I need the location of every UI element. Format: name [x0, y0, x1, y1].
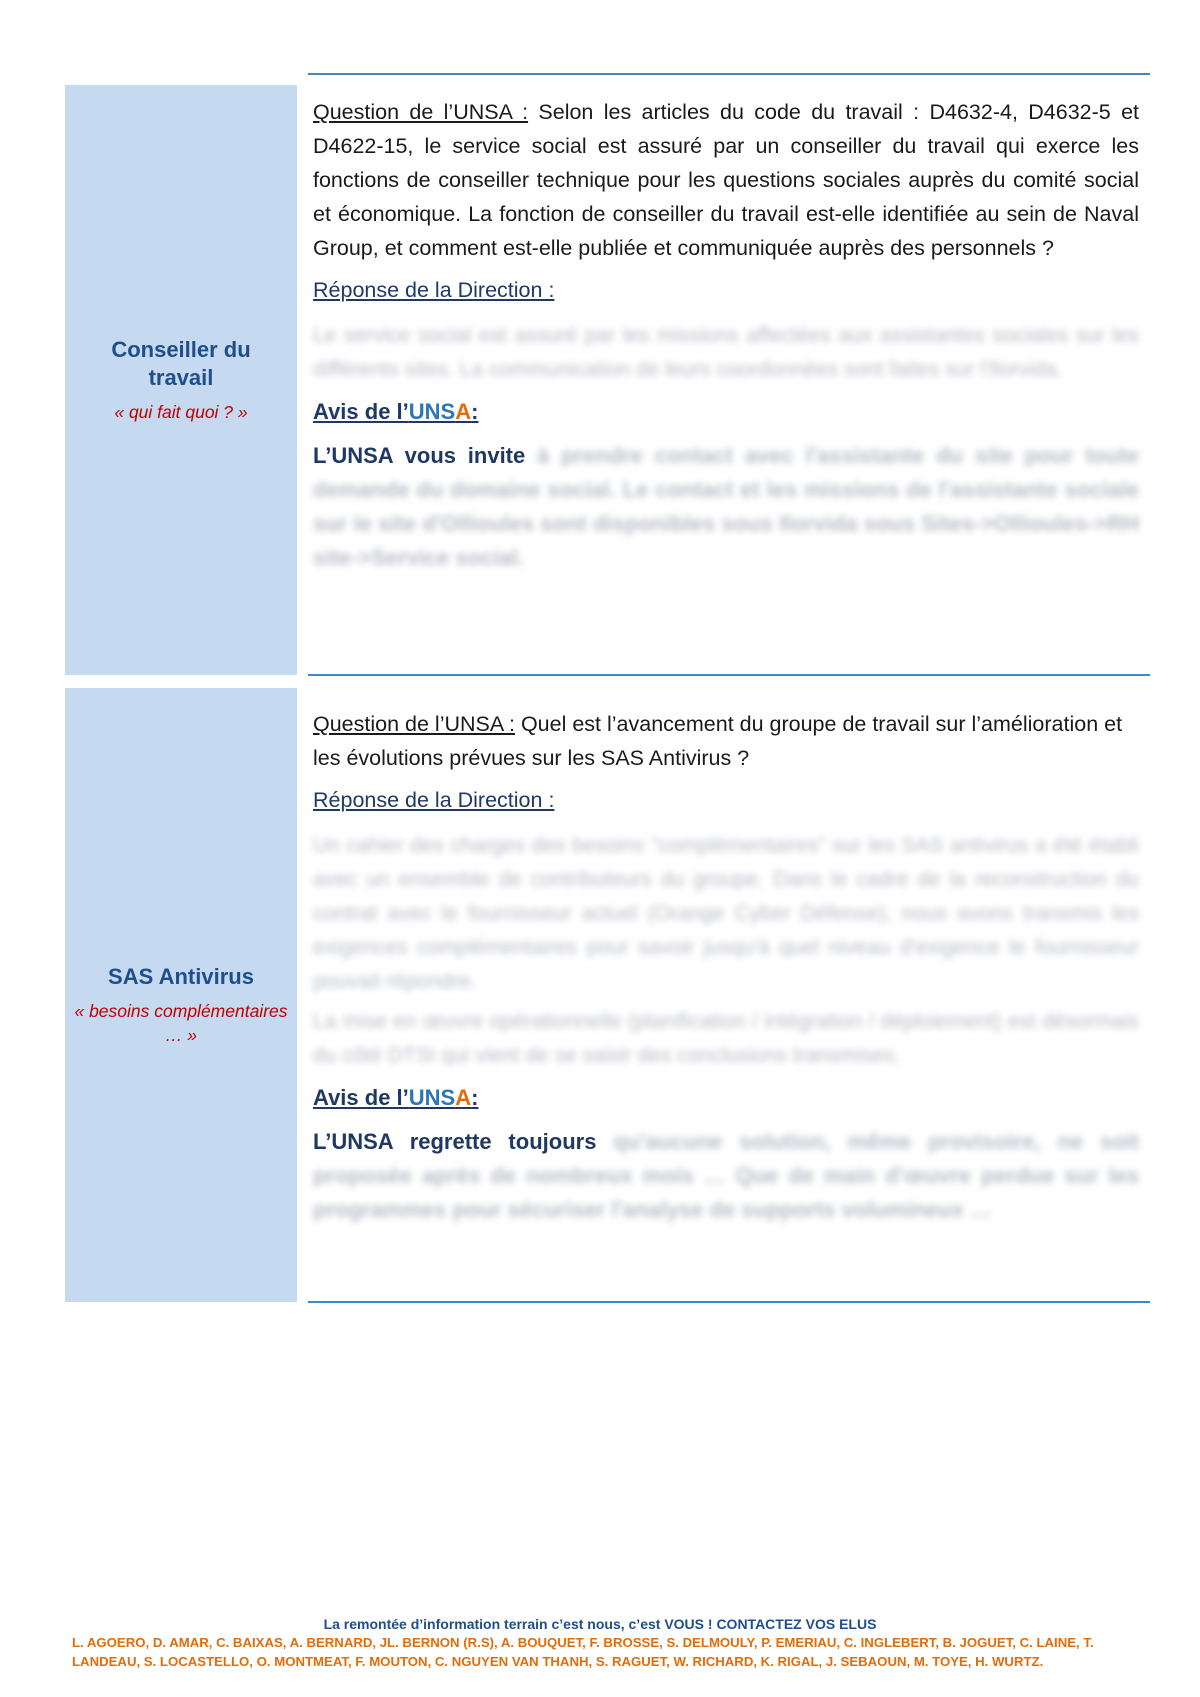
response-blurred-text-2: La mise en œuvre opérationnelle (planification / intégration / déploiement) est désormais du côté DTSI qui vient de se saisir des conclusions transmises. [313, 1010, 1139, 1067]
avis-prefix: Avis de l’ [313, 1085, 409, 1110]
avis-heading [313, 397, 1139, 427]
avis-paragraph [313, 439, 1139, 575]
footer-elected-names: L. AGOERO, D. AMAR, C. BAIXAS, A. BERNARD, JL. BERNON (R.S), A. BOUQUET, F. BROSSE, S. DELMOULY, P. EMERIAU, C. INGLEBERT, B. JOGUET, C. LAINE, T. LANDEAU, S. LOCASTELLO, O. MONTMEAT, F. MOUTON, C. NGUYEN VAN THANH, S. RAGUET, W. RICHARD, K. RIGAL, J. SEBAOUN, M. TOYE, H. WURTZ. [72, 1635, 1094, 1669]
section-sidebar [65, 85, 297, 675]
question-paragraph [313, 95, 1139, 265]
section-content [313, 707, 1139, 1227]
section-top-rule [308, 73, 1150, 75]
avis-lead-l: L’ [313, 1129, 332, 1154]
avis-suffix: : [471, 399, 479, 424]
response-label: Réponse de la Direction : [313, 278, 555, 302]
avis-paragraph [313, 1125, 1139, 1227]
avis-suffix: : [471, 1085, 479, 1110]
response-label: Réponse de la Direction : [313, 788, 555, 812]
question-text: Selon les articles du code du travail : D4632-4, D4632-5 et D4622-15, le service social est assuré par un conseiller du travail qui exerce les fonctions de conseiller technique pour les questions sociales auprès du comité social et économique. La fonction de conseiller du travail est-elle identifiée au sein de Naval Group, et comment est-elle publiée et communiquée auprès des personnels ? [313, 100, 1139, 260]
avis-unsa-blue: UNS [408, 399, 456, 424]
avis-unsa-blue: UNS [408, 1085, 456, 1110]
response-blurred-text: Le service social est assuré par les missions affectées aux assistantes sociales sur les différents sites. La communication de leurs coordonnées sont faites sur l'Ilorvida. [313, 324, 1139, 381]
footer [0, 1615, 1200, 1671]
avis-blurred-text: à prendre contact avec l'assistante du site pour toute demande du domaine social. Le contact et les missions de l'assistante sociale sur le site d'Ollioules sont disponibles sous Ilorvida sous Sites->Ollioules->RH site->Service social. [313, 443, 1139, 570]
section-bottom-rule [308, 674, 1150, 676]
question-paragraph [313, 707, 1139, 775]
avis-prefix: Avis de l’ [313, 399, 409, 424]
section-sidebar [65, 688, 297, 1302]
avis-lead-text: vous invite [392, 443, 538, 468]
section-bottom-rule [308, 1301, 1150, 1303]
avis-unsa-orange: A [455, 399, 472, 424]
avis-lead-l: L’ [313, 443, 332, 468]
avis-lead-unsa-orange: A [377, 1129, 393, 1154]
avis-lead-unsa-blue: UNS [331, 1129, 378, 1154]
avis-heading [313, 1083, 1139, 1113]
avis-lead-unsa-blue: UNS [331, 443, 378, 468]
section-title: SAS Antivirus [108, 964, 254, 989]
section-content [313, 95, 1139, 575]
footer-contact-line: La remontée d’information terrain c’est nous, c’est VOUS ! CONTACTEZ VOS ELUS [323, 1616, 877, 1632]
avis-blurred-text: qu'aucune solution, même provisoire, ne soit proposée après de nombreux mois … Que de main d'œuvre perdue sur les programmes pour sécuriser l'analyse de supports volumineux … [313, 1129, 1139, 1222]
section-subtitle: « besoins complémentaires … » [74, 1001, 288, 1045]
section-subtitle: « qui fait quoi ? » [114, 402, 248, 422]
question-label: Question de l’UNSA : [313, 100, 529, 124]
response-blurred-text: Un cahier des charges des besoins "complémentaires" sur les SAS antivirus a été établi avec un ensemble de contributeurs du groupe. Dans le cadre de la reconstruction du contrat avec le fournisseur actuel (Orange Cyber Défense), nous avons transmis les exigences complémentaires pour savoir jusqu'à quel niveau d'exigence le fournisseur pouvait répondre. [313, 834, 1139, 993]
section-title: Conseiller du travail [111, 337, 251, 390]
question-label: Question de l’UNSA : [313, 712, 515, 736]
avis-unsa-orange: A [455, 1085, 472, 1110]
question-text: Quel est l’avancement du groupe de travail sur l’amélioration et les évolutions prévues sur les SAS Antivirus ? [313, 712, 1123, 770]
avis-lead-text: regrette toujours [392, 1129, 614, 1154]
avis-lead-unsa-orange: A [377, 443, 393, 468]
